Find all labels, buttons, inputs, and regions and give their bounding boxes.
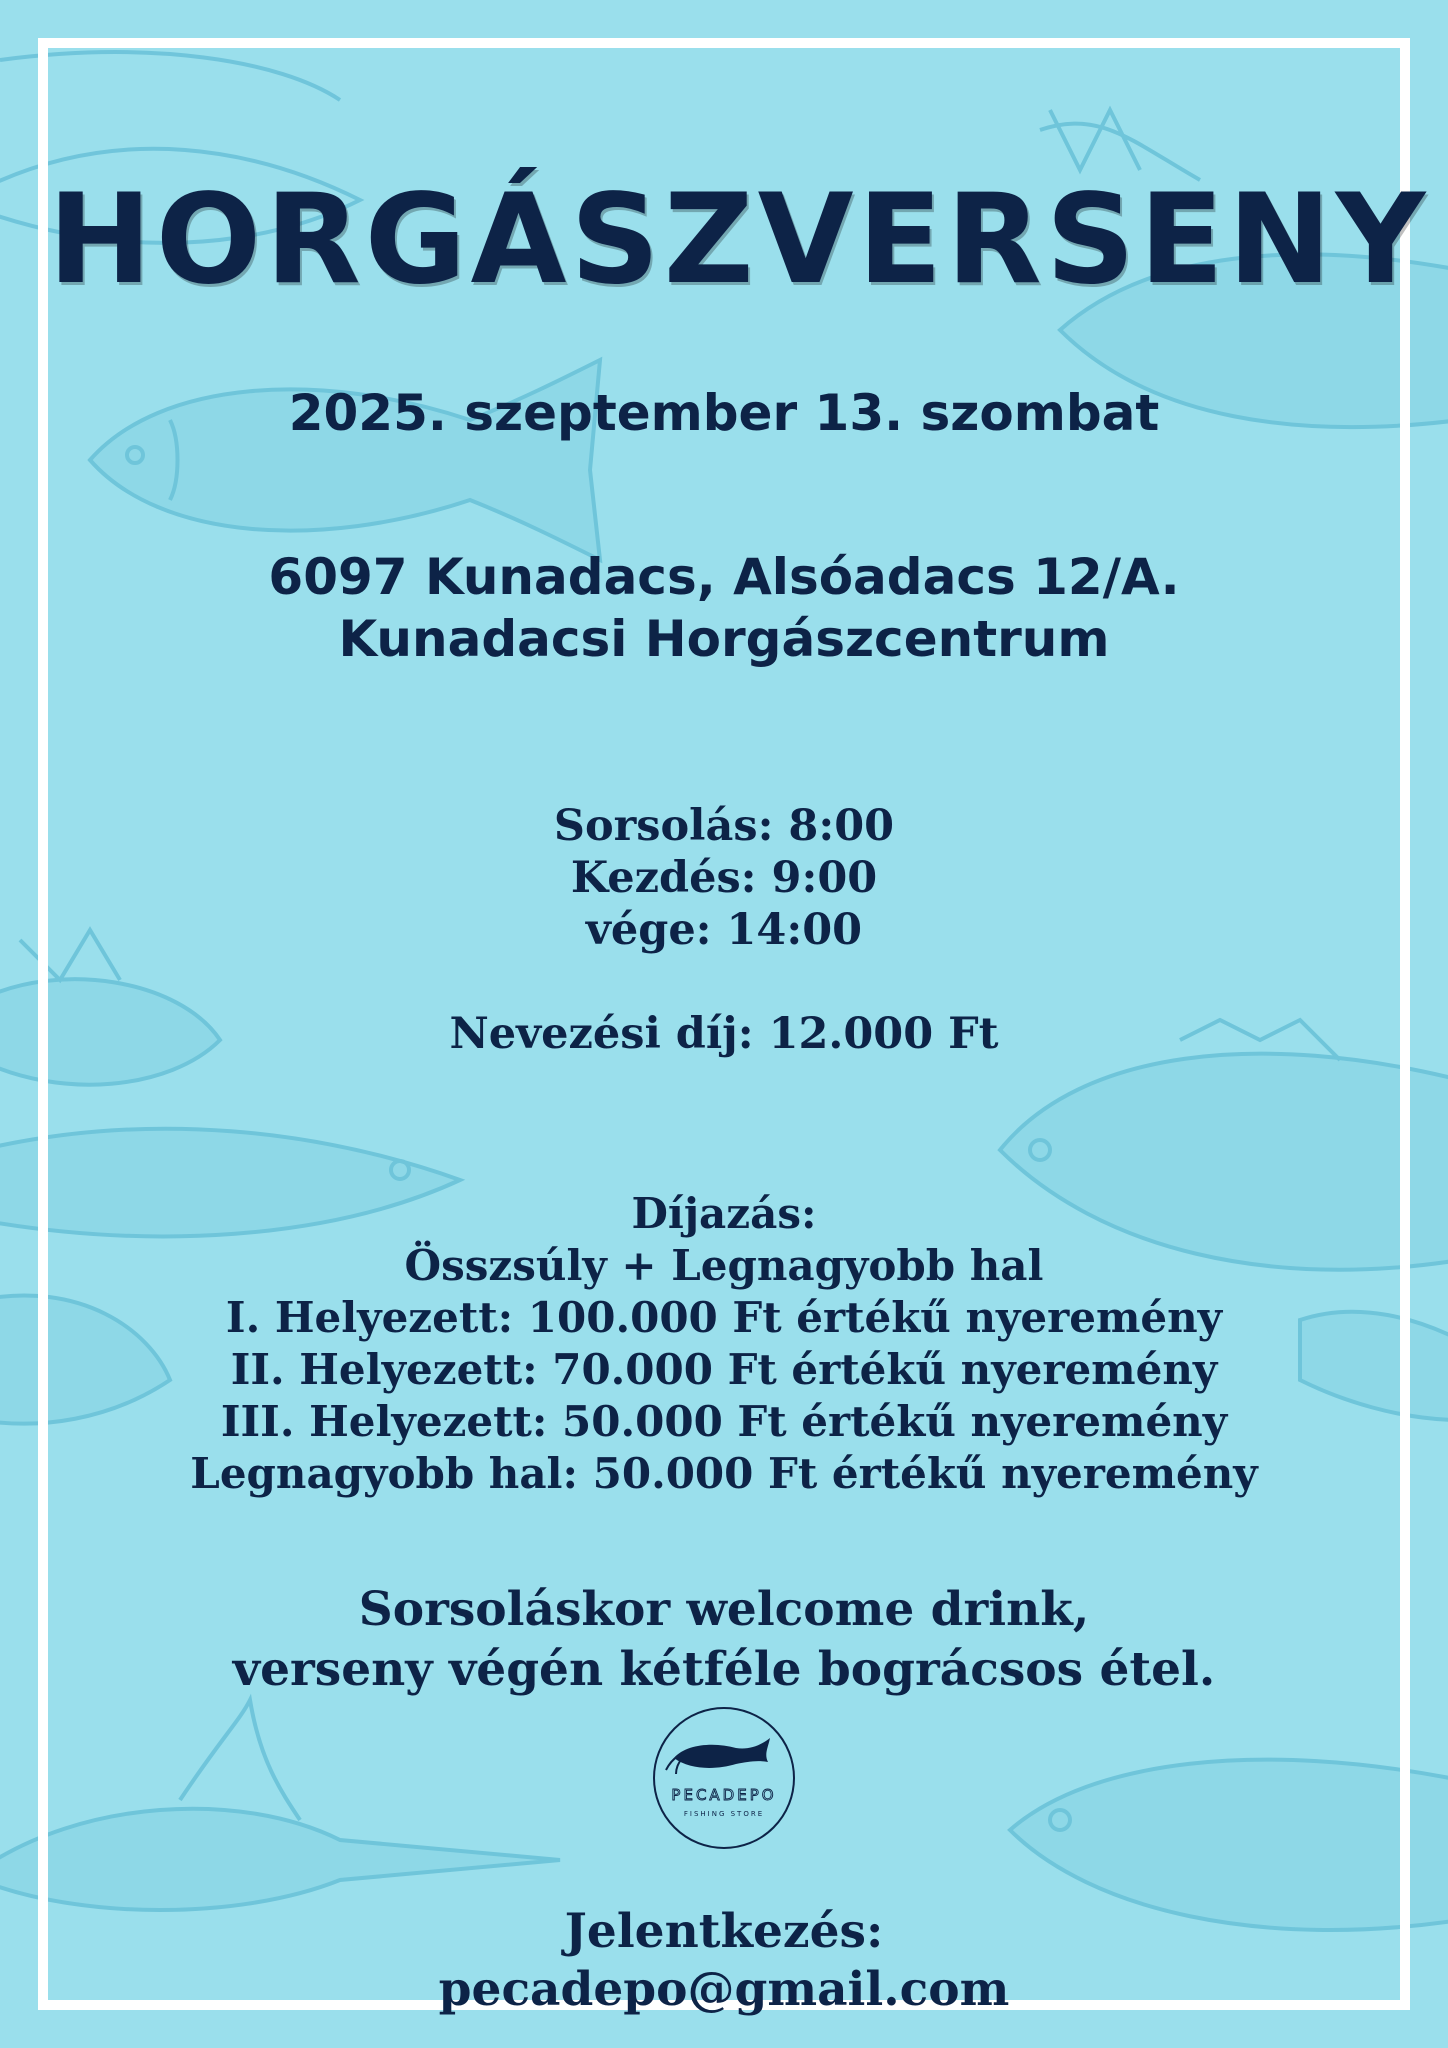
- poster-title: HORGÁSZVERSENY: [48, 168, 1430, 312]
- logo-tagline: FISHING STORE: [683, 1810, 765, 1818]
- signup-email[interactable]: pecadepo@gmail.com: [438, 1962, 1010, 2017]
- catfish-icon: [666, 1738, 770, 1774]
- schedule-draw-time: Sorsolás: 8:00: [553, 801, 895, 851]
- catering-line: Sorsoláskor welcome drink,: [358, 1582, 1090, 1637]
- venue-name: Kunadacsi Horgászcentrum: [338, 610, 1110, 668]
- schedule-end-time: vége: 14:00: [585, 905, 863, 955]
- logo-brand-text: PECADEPO: [671, 1786, 777, 1804]
- prize-line: I. Helyezett: 100.000 Ft értékű nyeremény: [225, 1293, 1223, 1342]
- schedule: [48, 800, 1400, 956]
- entry-fee: Nevezési díj: 12.000 Ft: [449, 1009, 999, 1059]
- catering-info: [48, 1580, 1400, 1700]
- address-line: 6097 Kunadacs, Alsóadacs 12/A.: [268, 548, 1180, 606]
- prize-line: III. Helyezett: 50.000 Ft értékű nyeremény: [220, 1397, 1228, 1446]
- event-address: [48, 546, 1400, 670]
- signup-label: Jelentkezés:: [564, 1904, 884, 1959]
- catering-line: verseny végén kétféle bográcsos étel.: [232, 1642, 1216, 1697]
- signup-section: [48, 1903, 1400, 2019]
- schedule-start-time: Kezdés: 9:00: [570, 853, 878, 903]
- prize-line: Legnagyobb hal: 50.000 Ft értékű nyeremény: [190, 1449, 1258, 1498]
- prize-line: II. Helyezett: 70.000 Ft értékű nyeremény: [230, 1345, 1218, 1394]
- pecadepo-logo: [652, 1706, 796, 1850]
- prizes-section: [48, 1188, 1400, 1500]
- prize-line: Összsúly + Legnagyobb hal: [404, 1241, 1044, 1290]
- poster-content: [48, 48, 1430, 2017]
- event-date: 2025. szeptember 13. szombat: [288, 384, 1160, 442]
- prizes-heading: Díjazás:: [631, 1189, 817, 1238]
